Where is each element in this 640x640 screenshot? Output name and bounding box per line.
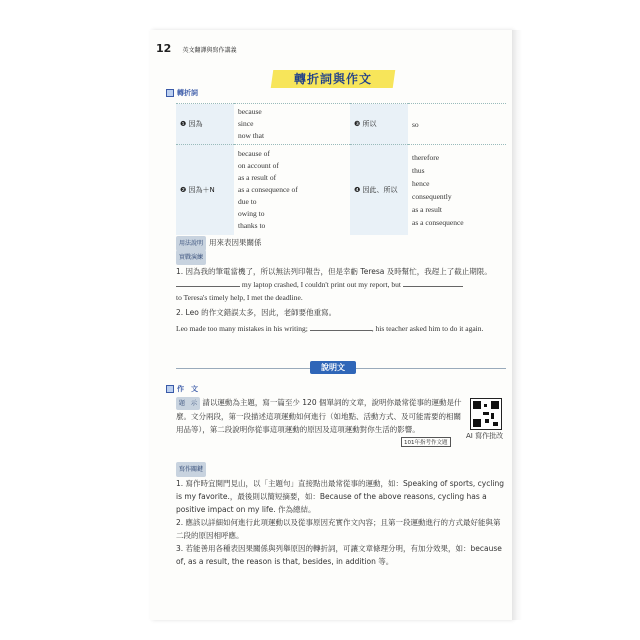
tips-tag: 寫作關鍵 — [176, 462, 206, 477]
practice-q2-zh: 2. Leo 的作文錯誤太多，因此，老師要他重寫。 — [176, 308, 337, 317]
qr-caption: AI 寫作批改 — [466, 432, 504, 440]
book-title: 英文翻譯與寫作講義 — [182, 47, 237, 54]
tips-block — [176, 462, 506, 568]
essay-prompt: 題 示 請以運動為主題，寫一篇至少 120 個單詞的文章，說明你最常從事的運動是什麼。文分兩段，第一段描述這項運動如何進行（如地點、活動方式、及可能需要的相關用品等），第二段說明你從事這項運動的原因及這項運動對你生活的影響。 — [176, 398, 462, 434]
answer-blank[interactable] — [403, 278, 463, 287]
table-cell-items: because since now that — [234, 104, 350, 145]
table-row — [176, 104, 506, 145]
table-cell-label: ❸ 所以 — [350, 104, 408, 145]
list-item: 1. 寫作時宜開門見山，以「主題句」直接點出最常從事的運動，如：Speaking of sports, cycling is my favorite.，最後則以簡短摘要，如：Because of the above reasons, cycling has a positive impact on my life. 作為總結。 — [176, 479, 505, 514]
page-number: 12 — [156, 42, 172, 55]
practice-q1-en-a: my laptop crashed, I couldn't print out my report, but — [176, 278, 504, 291]
practice-q1-zh: 1. 因為我的筆電當機了，所以無法列印報告，但是幸虧 Teresa 及時幫忙，我趕上了截止期限。 — [176, 267, 492, 276]
section-heading-transition: 轉折詞 — [166, 88, 198, 98]
expository-banner: 說明文 — [310, 361, 356, 374]
transition-table — [176, 103, 506, 235]
practice-tag: 實戰演練 — [176, 250, 206, 265]
table-cell-label: ❶ 因為 — [176, 104, 234, 145]
book-spine — [512, 30, 522, 620]
table-row — [176, 145, 506, 236]
table-cell-items: therefore thus hence consequently as a result as a consequence — [408, 145, 506, 236]
square-bullet-icon — [166, 385, 174, 393]
practice-block — [176, 250, 504, 335]
qr-code-icon[interactable] — [470, 398, 502, 430]
usage-tag: 用法說明 — [176, 236, 206, 251]
answer-blank[interactable] — [310, 322, 372, 331]
square-bullet-icon — [166, 89, 174, 97]
page-header — [156, 42, 237, 55]
table-cell-items: so — [408, 104, 506, 145]
chapter-title: 轉折詞與作文 — [293, 72, 372, 86]
practice-q1-en-b: to Teresa's timely help, I met the deadline. — [176, 293, 303, 302]
source-label: 101年指考作文題 — [401, 437, 451, 447]
essay-tag: 題 示 — [176, 397, 200, 410]
table-cell-label: ❷ 因為＋N — [176, 145, 234, 236]
table-cell-label: ❹ 因此、所以 — [350, 145, 408, 236]
practice-q2-en: Leo made too many mistakes in his writing; , his teacher asked him to do it again. — [176, 324, 484, 333]
list-item: 2. 應該以詳細如何進行此項運動以及從事原因充實作文內容；且第一段運動進行的方式最好能與第二段的原因相呼應。 — [176, 518, 501, 540]
usage-note: 用法說明 用來表因果關係 — [176, 236, 262, 251]
section-heading-essay: 作 文 — [166, 384, 198, 394]
answer-blank[interactable] — [176, 278, 240, 287]
table-cell-items: because of on account of as a result of as a consequence of due to owing to thanks to — [234, 145, 350, 236]
list-item: 3. 若能善用各種表因果關係與列舉原因的轉折詞，可讓文章條理分明，有加分效果，如：because of, as a result, the reason is that, besides, in addition 等。 — [176, 544, 502, 566]
